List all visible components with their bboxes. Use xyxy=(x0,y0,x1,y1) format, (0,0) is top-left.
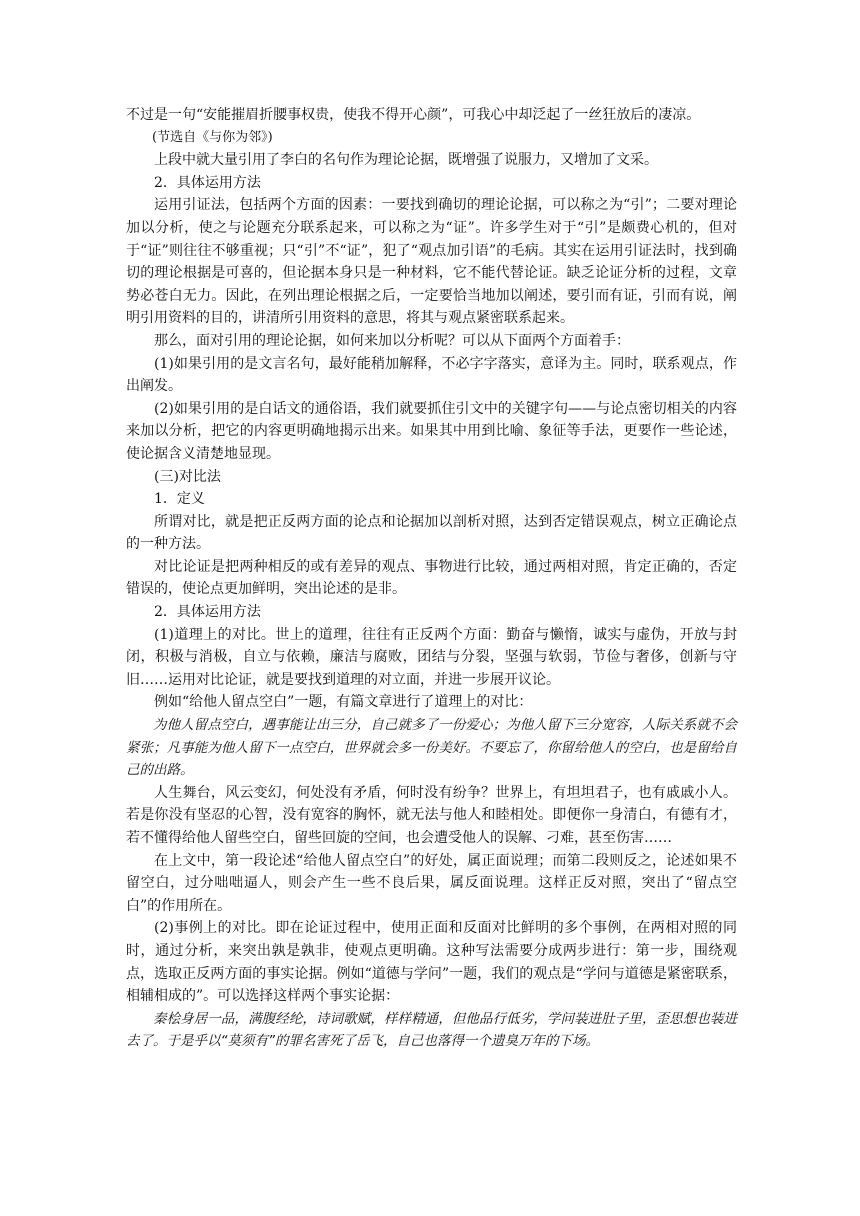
paragraph: 例如“给他人留点空白”一题，有篇文章进行了道理上的对比： xyxy=(154,694,533,711)
paragraph: 上段中就大量引用了李白的名句作为理论论据，既增强了说服力，又增加了文采。 xyxy=(154,152,658,169)
paragraph: (2)如果引用的是白话文的通俗语，我们就要抓住引文中的关键字句——与论点密切相关的内容来加以分析，把它的内容更明确地揭示出来。如果其中用到比喻、象征等手法，更要作一些论述，使论据含义清楚地显现。 xyxy=(126,400,737,462)
paragraph: 1．定义 xyxy=(154,491,205,508)
paragraph: 对比论证是把两种相反的或有差异的观点、事物进行比较，通过两相对照，肯定正确的，否定错误的，使论点更加鲜明，突出论述的是非。 xyxy=(126,558,737,598)
paragraph: (三)对比法 xyxy=(154,468,221,485)
paragraph: 2．具体运用方法 xyxy=(154,174,261,191)
paragraph: 秦桧身居一品，满腹经纶，诗词歌赋，样样精通，但他品行低劣，学问装进肚子里，歪思想也装进去了。于是乎以“莫须有”的罪名害死了岳飞，自己也落得一个遗臭万年的下场。 xyxy=(126,1010,737,1050)
paragraph: (1)道理上的对比。世上的道理，往往有正反两个方面：勤奋与懒惰，诚实与虚伪，开放与封闭，积极与消极，自立与依赖，廉洁与腐败，团结与分裂，坚强与软弱，节俭与奢侈，创新与守旧……运用对比论证，就是要找到道理的对立面，并进一步展开议论。 xyxy=(126,626,737,688)
document-page xyxy=(126,104,737,1053)
paragraph: 不过是一句“安能摧眉折腰事权贵，使我不得开心颜”，可我心中却泛起了一丝狂放后的凄凉。 xyxy=(126,107,701,123)
paragraph: (1)如果引用的是文言名句，最好能稍加解释，不必字字落实，意译为主。同时，联系观点，作出阐发。 xyxy=(126,355,737,395)
paragraph: 那么，面对引用的理论论据，如何来加以分析呢？可以从下面两个方面着手： xyxy=(154,332,630,349)
paragraph: 为他人留点空白，遇事能让出三分，自己就多了一份爱心；为他人留下三分宽容，人际关系就不会紧张；凡事能为他人留下一点空白，世界就会多一份美好。不要忘了，你留给他人的空白，也是留给自己的出路。 xyxy=(126,717,737,779)
paragraph: (2)事例上的对比。即在论证过程中，使用正面和反面对比鲜明的多个事例，在两相对照的同时，通过分析，来突出孰是孰非，使观点更明确。这种写法需要分成两步进行：第一步，围绕观点，选取正反两方面的事实论据。例如“道德与学问”一题，我们的观点是“学问与道德是紧密联系，相辅相成的”。可以选择这样两个事实论据： xyxy=(126,920,737,1005)
paragraph: (节选自《与你为邻》) xyxy=(152,129,273,145)
paragraph: 在上文中，第一段论述“给他人留点空白”的好处，属正面说理；而第二段则反之，论述如果不留空白，过分咄咄逼人，则会产生一些不良后果，属反面说理。这样正反对照，突出了“留点空白”的作用所在。 xyxy=(126,852,737,914)
paragraph: 人生舞台，风云变幻，何处没有矛盾，何时没有纷争？世界上，有坦坦君子，也有戚戚小人。若是你没有坚忍的心智，没有宽容的胸怀，就无法与他人和睦相处。即便你一身清白，有德有才，若不懂得给他人留些空白，留些回旋的空间，也会遭受他人的误解、刁难，甚至伤害…… xyxy=(126,784,737,846)
paragraph: 2．具体运用方法 xyxy=(154,604,261,621)
paragraph: 运用引证法，包括两个方面的因素：一要找到确切的理论论据，可以称之为“引”；二要对理论加以分析，使之与论题充分联系起来，可以称之为“证”。许多学生对于“引”是颇费心机的，但对于“证”则往往不够重视；只“引”不“证”，犯了“观点加引语”的毛病。其实在运用引证法时，找到确切的理论根据是可喜的，但论据本身只是一种材料，它不能代替论证。缺乏论证分析的过程，文章势必苍白无力。因此，在列出理论根据之后，一定要恰当地加以阐述，要引而有证，引而有说，阐明引用资料的目的，讲清所引用资料的意思，将其与观点紧密联系起来。 xyxy=(126,197,737,327)
paragraph: 所谓对比，就是把正反两方面的论点和论据加以剖析对照，达到否定错误观点，树立正确论点的一种方法。 xyxy=(126,513,737,553)
